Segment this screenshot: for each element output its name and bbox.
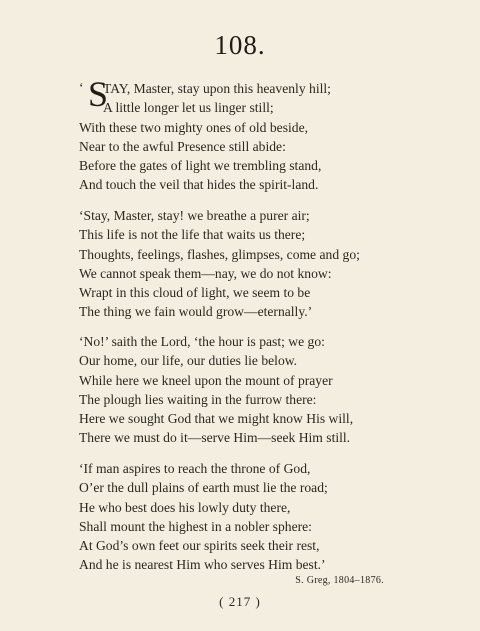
stanza-4-line-4: Shall mount the highest in a nobler sphere: (79, 518, 312, 534)
stanza-4 (79, 459, 328, 575)
stanza-1-line-2: A little longer let us linger still; (103, 100, 274, 116)
stanza-4-line-1: ‘If man aspires to reach the throne of God, (79, 461, 311, 476)
stanza-4-line-3: He who best does his lowly duty there, (79, 499, 291, 515)
author-attribution: S. Greg, 1804–1876. (295, 575, 384, 586)
stanza-1-line-5: Before the gates of light we trembling stand, (79, 158, 322, 174)
stanza-3-line-4: The plough lies waiting in the furrow there: (79, 391, 317, 407)
stanza-2-line-3: Thoughts, feelings, flashes, glimpses, come and go; (79, 246, 360, 262)
stanza-1-line-3: With these two mighty ones of old beside, (79, 119, 309, 135)
stanza-3-line-5: Here we sought God that we might know His will, (79, 411, 354, 427)
stanza-1-line-1-text: TAY, Master, stay upon this heavenly hill; (103, 81, 331, 96)
stanza-2-line-4: We cannot speak them—nay, we do not know: (79, 265, 332, 281)
stanza-4-line-6: And he is nearest Him who serves Him best.’ (79, 557, 326, 573)
hymn-number: 108. (214, 30, 266, 60)
stanza-4-line-2: O’er the dull plains of earth must lie the road; (79, 480, 328, 496)
stanza-2-line-5: Wrapt in this cloud of light, we seem to be (79, 285, 311, 301)
stanza-3-line-1: ‘No!’ saith the Lord, ‘the hour is past; we go: (79, 334, 325, 349)
stanza-1-line-4: Near to the awful Presence still abide: (79, 138, 286, 154)
stanza-2 (79, 206, 360, 322)
drop-cap-letter: S (88, 74, 109, 114)
stanza-1 (79, 74, 331, 195)
stanza-4-line-5: At God’s own feet our spirits seek their rest, (79, 538, 320, 554)
opening-quote: ‘ (79, 80, 84, 95)
stanza-2-line-1: ‘Stay, Master, stay! we breathe a purer air; (79, 208, 310, 223)
stanza-2-line-2: This life is not the life that waits us there; (79, 227, 306, 243)
stanza-3-line-6: There we must do it—serve Him—seek Him still. (79, 430, 351, 446)
stanza-2-line-6: The thing we fain would grow—eternally.’ (79, 304, 313, 320)
stanza-3-line-3: While here we kneel upon the mount of prayer (79, 372, 333, 388)
page-number: ( 217 ) (219, 594, 261, 609)
stanza-3-line-2: Our home, our life, our duties lie below. (79, 353, 298, 369)
stanza-3 (79, 332, 353, 448)
stanza-1-line-6: And touch the veil that hides the spirit-land. (79, 177, 319, 193)
